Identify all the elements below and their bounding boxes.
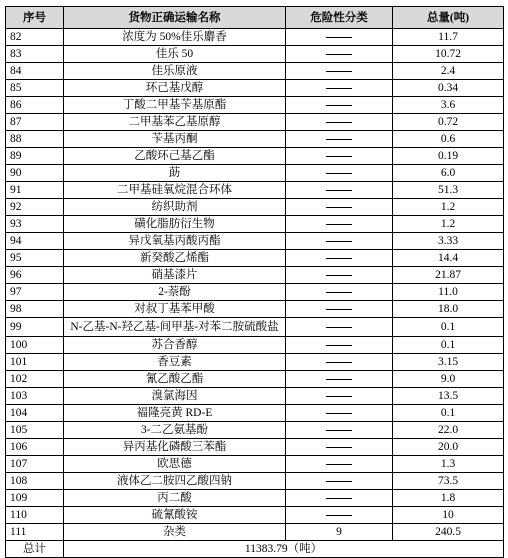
- hazard-class: [286, 301, 393, 318]
- dash-mark: [326, 156, 352, 157]
- table-row: [6, 199, 504, 216]
- total-quantity: 3.15: [393, 354, 504, 371]
- dash-mark: [326, 105, 352, 106]
- table-row: [6, 97, 504, 114]
- cargo-name: 异戊氧基丙酸丙酯: [64, 233, 286, 250]
- table-row: [6, 318, 504, 337]
- hazard-class: [286, 233, 393, 250]
- total-quantity: 240.5: [393, 524, 504, 541]
- row-number: 111: [6, 524, 64, 541]
- dash-mark: [326, 379, 352, 380]
- cargo-name: 溴氯海因: [64, 388, 286, 405]
- table-row: [6, 490, 504, 507]
- table-row: [6, 165, 504, 182]
- cargo-name: 佳乐 50: [64, 46, 286, 63]
- hazard-class: [286, 405, 393, 422]
- hazard-class: [286, 250, 393, 267]
- row-number: 86: [6, 97, 64, 114]
- dash-mark: [326, 71, 352, 72]
- cargo-name: 液体乙二胺四乙酸四钠: [64, 473, 286, 490]
- total-quantity: 6.0: [393, 165, 504, 182]
- cargo-name: 磺化脂肪衍生物: [64, 216, 286, 233]
- row-number: 106: [6, 439, 64, 456]
- cargo-name: 福隆亮黄 RD-E: [64, 405, 286, 422]
- cargo-name: 欧思德: [64, 456, 286, 473]
- hazard-class: [286, 422, 393, 439]
- cargo-name: N-乙基-N-羟乙基-间甲基-对苯二胺硫酸盐: [64, 318, 286, 337]
- row-number: 89: [6, 148, 64, 165]
- dash-mark: [326, 37, 352, 38]
- total-quantity: 11.0: [393, 284, 504, 301]
- table-row: [6, 439, 504, 456]
- hazard-class: [286, 318, 393, 337]
- total-quantity: 0.72: [393, 114, 504, 131]
- total-quantity: 0.1: [393, 337, 504, 354]
- total-quantity: 9.0: [393, 371, 504, 388]
- dash-mark: [326, 464, 352, 465]
- cargo-name: 硝基漆片: [64, 267, 286, 284]
- hazard-class: 9: [286, 524, 393, 541]
- table-row: [6, 284, 504, 301]
- cargo-name: 对叔丁基苯甲酸: [64, 301, 286, 318]
- row-number: 94: [6, 233, 64, 250]
- cargo-name: 2-萘酚: [64, 284, 286, 301]
- total-row: [6, 541, 504, 558]
- header-no: 序号: [6, 7, 64, 29]
- cargo-name: 环己基戊醇: [64, 80, 286, 97]
- cargo-name: 佳乐原液: [64, 63, 286, 80]
- hazard-class: [286, 46, 393, 63]
- dash-mark: [326, 447, 352, 448]
- hazard-class: [286, 216, 393, 233]
- header-hazard: 危险性分类: [286, 7, 393, 29]
- cargo-name: 莇: [64, 165, 286, 182]
- table-row: [6, 46, 504, 63]
- dash-mark: [326, 275, 352, 276]
- cargo-name: 二甲基苯乙基原醇: [64, 114, 286, 131]
- total-quantity: 0.1: [393, 405, 504, 422]
- dash-mark: [326, 498, 352, 499]
- hazard-class: [286, 114, 393, 131]
- header-name: 货物正确运输名称: [64, 7, 286, 29]
- hazard-class: [286, 29, 393, 46]
- hazard-class: [286, 267, 393, 284]
- total-quantity: 0.19: [393, 148, 504, 165]
- row-number: 91: [6, 182, 64, 199]
- cargo-name: 异丙基化磷酸三苯酯: [64, 439, 286, 456]
- dash-mark: [326, 190, 352, 191]
- total-label: 总计: [6, 541, 64, 558]
- cargo-name: 氰乙酸乙酯: [64, 371, 286, 388]
- table-row: [6, 80, 504, 97]
- table-row: [6, 354, 504, 371]
- row-number: 102: [6, 371, 64, 388]
- total-quantity: 3.6: [393, 97, 504, 114]
- cargo-name: 纺织助剂: [64, 199, 286, 216]
- hazard-class: [286, 199, 393, 216]
- row-number: 95: [6, 250, 64, 267]
- total-quantity: 10: [393, 507, 504, 524]
- hazard-class: [286, 354, 393, 371]
- total-quantity: 0.34: [393, 80, 504, 97]
- hazard-class: [286, 80, 393, 97]
- dash-mark: [326, 122, 352, 123]
- row-number: 85: [6, 80, 64, 97]
- dash-mark: [326, 207, 352, 208]
- cargo-name: 乙酸环己基乙酯: [64, 148, 286, 165]
- dash-mark: [326, 241, 352, 242]
- cargo-name: 硫氰酸铵: [64, 507, 286, 524]
- row-number: 88: [6, 131, 64, 148]
- table-row: [6, 148, 504, 165]
- total-value: 11383.79（吨）: [64, 541, 504, 558]
- cargo-name: 丁酸二甲基苄基原酯: [64, 97, 286, 114]
- hazard-class: [286, 456, 393, 473]
- row-number: 98: [6, 301, 64, 318]
- total-quantity: 73.5: [393, 473, 504, 490]
- dash-mark: [326, 258, 352, 259]
- table-row: [6, 405, 504, 422]
- row-number: 100: [6, 337, 64, 354]
- dash-mark: [326, 54, 352, 55]
- total-quantity: 2.4: [393, 63, 504, 80]
- cargo-name: 苏合香醇: [64, 337, 286, 354]
- table-row: [6, 131, 504, 148]
- table-row: [6, 507, 504, 524]
- total-quantity: 21.87: [393, 267, 504, 284]
- table-row: [6, 388, 504, 405]
- hazard-class: [286, 182, 393, 199]
- hazard-class: [286, 148, 393, 165]
- dash-mark: [326, 309, 352, 310]
- total-quantity: 0.6: [393, 131, 504, 148]
- total-quantity: 1.2: [393, 216, 504, 233]
- hazard-class: [286, 131, 393, 148]
- cargo-name: 杂类: [64, 524, 286, 541]
- table-row: [6, 422, 504, 439]
- hazard-class: [286, 284, 393, 301]
- total-quantity: 18.0: [393, 301, 504, 318]
- row-number: 101: [6, 354, 64, 371]
- cargo-name: 二甲基硅氧烷混合环体: [64, 182, 286, 199]
- hazard-class: [286, 439, 393, 456]
- row-number: 97: [6, 284, 64, 301]
- dash-mark: [326, 515, 352, 516]
- dash-mark: [326, 396, 352, 397]
- row-number: 82: [6, 29, 64, 46]
- dash-mark: [326, 345, 352, 346]
- total-quantity: 1.8: [393, 490, 504, 507]
- hazard-class: [286, 371, 393, 388]
- total-quantity: 11.7: [393, 29, 504, 46]
- dash-mark: [326, 173, 352, 174]
- total-quantity: 3.33: [393, 233, 504, 250]
- table-row: [6, 456, 504, 473]
- table-row: [6, 250, 504, 267]
- row-number: 99: [6, 318, 64, 337]
- row-number: 107: [6, 456, 64, 473]
- row-number: 103: [6, 388, 64, 405]
- table-row: [6, 301, 504, 318]
- cargo-name: 苄基丙酮: [64, 131, 286, 148]
- table-row: [6, 29, 504, 46]
- hazard-class: [286, 63, 393, 80]
- row-number: 84: [6, 63, 64, 80]
- table-row: [6, 114, 504, 131]
- total-quantity: 1.3: [393, 456, 504, 473]
- dash-mark: [326, 88, 352, 89]
- total-quantity: 22.0: [393, 422, 504, 439]
- hazard-class: [286, 337, 393, 354]
- dash-mark: [326, 362, 352, 363]
- total-quantity: 14.4: [393, 250, 504, 267]
- hazard-class: [286, 473, 393, 490]
- row-number: 90: [6, 165, 64, 182]
- cargo-name: 新癸酸乙烯酯: [64, 250, 286, 267]
- table-row: [6, 267, 504, 284]
- cargo-name: 香豆素: [64, 354, 286, 371]
- row-number: 109: [6, 490, 64, 507]
- row-number: 104: [6, 405, 64, 422]
- hazard-class: [286, 507, 393, 524]
- table-row: [6, 63, 504, 80]
- hazard-class: [286, 490, 393, 507]
- table-row: [6, 182, 504, 199]
- row-number: 83: [6, 46, 64, 63]
- dash-mark: [326, 430, 352, 431]
- total-quantity: 0.1: [393, 318, 504, 337]
- dash-mark: [326, 292, 352, 293]
- dash-mark: [326, 224, 352, 225]
- row-number: 93: [6, 216, 64, 233]
- total-quantity: 51.3: [393, 182, 504, 199]
- cargo-name: 丙二酸: [64, 490, 286, 507]
- total-quantity: 10.72: [393, 46, 504, 63]
- hazard-class: [286, 165, 393, 182]
- table-body: [6, 29, 504, 541]
- table-row: [6, 473, 504, 490]
- table-row: [6, 216, 504, 233]
- row-number: 92: [6, 199, 64, 216]
- hazard-class: [286, 388, 393, 405]
- row-number: 105: [6, 422, 64, 439]
- total-quantity: 1.2: [393, 199, 504, 216]
- table-row: [6, 337, 504, 354]
- header-total: 总量(吨): [393, 7, 504, 29]
- row-number: 96: [6, 267, 64, 284]
- table-row: [6, 233, 504, 250]
- header-row: [6, 7, 504, 29]
- dash-mark: [326, 481, 352, 482]
- cargo-table: [5, 6, 504, 558]
- row-number: 108: [6, 473, 64, 490]
- dash-mark: [326, 413, 352, 414]
- row-number: 110: [6, 507, 64, 524]
- dash-mark: [326, 327, 352, 328]
- cargo-name: 浓度为 50%佳乐麝香: [64, 29, 286, 46]
- cargo-name: 3-二乙氨基酚: [64, 422, 286, 439]
- row-number: 87: [6, 114, 64, 131]
- table-row: [6, 524, 504, 541]
- hazard-class: [286, 97, 393, 114]
- table-row: [6, 371, 504, 388]
- total-quantity: 13.5: [393, 388, 504, 405]
- total-quantity: 20.0: [393, 439, 504, 456]
- dash-mark: [326, 139, 352, 140]
